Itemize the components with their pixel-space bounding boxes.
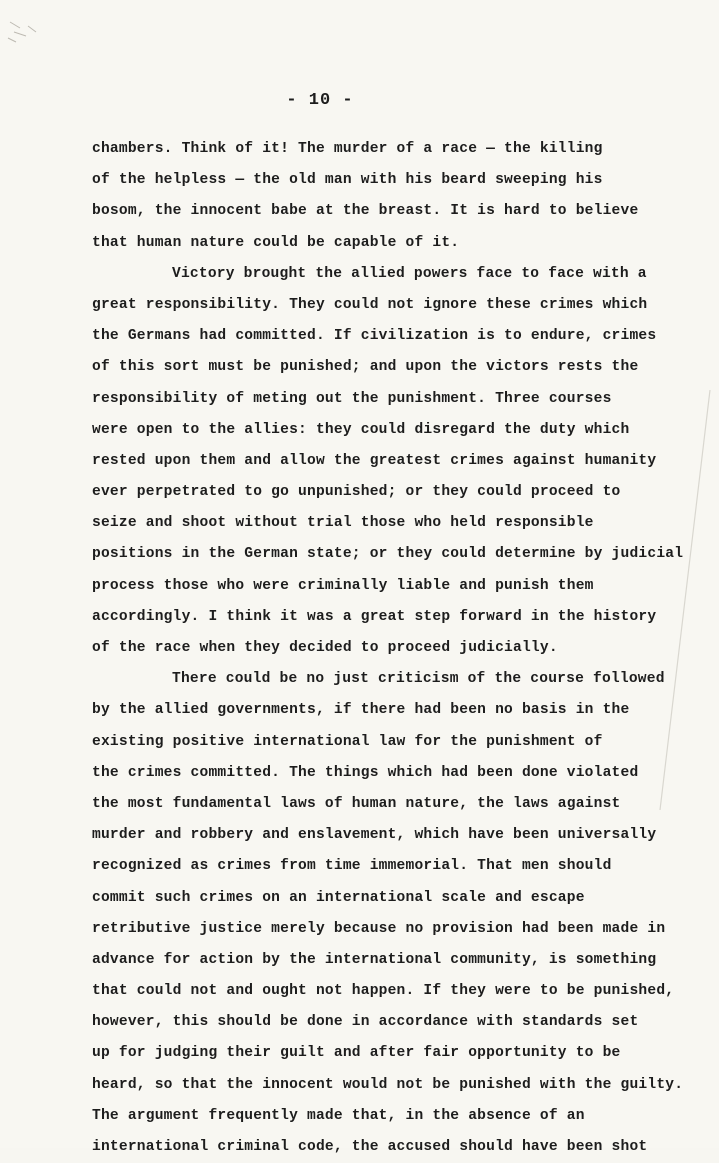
text-line: great responsibility. They could not ignore these crimes which — [92, 296, 648, 313]
text-line: recognized as crimes from time immemorial. That men should — [92, 858, 612, 875]
text-line: accordingly. I think it was a great step forward in the history — [92, 608, 657, 625]
text-line: bosom, the innocent babe at the breast. It is hard to believe — [92, 203, 639, 220]
text-line: the crimes committed. The things which had been done violated — [92, 764, 639, 781]
text-line: heard, so that the innocent would not be punished with the guilty. — [92, 1076, 684, 1093]
text-line: however, this should be done in accordance with standards set — [92, 1014, 639, 1031]
paper-smudge — [6, 18, 46, 58]
text-line: positions in the German state; or they could determine by judicial — [92, 546, 684, 563]
text-line: existing positive international law for the punishment of — [92, 733, 603, 750]
paragraph — [92, 259, 692, 664]
text-line: The argument frequently made that, in the absence of an — [92, 1107, 585, 1124]
text-line: chambers. Think of it! The murder of a race — the killing — [92, 141, 603, 157]
text-line: process those who were criminally liable and punish them — [92, 577, 594, 594]
text-line: seize and shoot without trial those who held responsible — [92, 515, 594, 532]
text-line: of this sort must be punished; and upon the victors rests the — [92, 359, 639, 376]
text-line: that could not and ought not happen. If they were to be punished, — [92, 983, 675, 1000]
text-line: murder and robbery and enslavement, which have been universally — [92, 827, 657, 844]
paragraph — [92, 664, 692, 1163]
text-line: responsibility of meting out the punishment. Three courses — [92, 390, 612, 407]
text-line: international criminal code, the accused should have been shot — [92, 1139, 648, 1155]
text-line: There could be no just criticism of the course followed — [172, 671, 665, 688]
text-line: were open to the allies: they could disregard the duty which — [92, 421, 630, 438]
text-line: Victory brought the allied powers face to face with a — [172, 265, 647, 282]
page-number: - 10 - — [286, 91, 354, 110]
text-line: rested upon them and allow the greatest crimes against humanity — [92, 452, 657, 469]
text-line: commit such crimes on an international scale and escape — [92, 889, 585, 906]
text-line: by the allied governments, if there had been no basis in the — [92, 702, 630, 719]
text-line: of the helpless — the old man with his beard sweeping his — [92, 172, 603, 189]
typed-body — [92, 134, 692, 1163]
text-line: advance for action by the international community, is something — [92, 951, 657, 968]
text-line: that human nature could be capable of it. — [92, 234, 460, 251]
text-line: of the race when they decided to proceed judicially. — [92, 640, 558, 656]
text-line: the most fundamental laws of human nature, the laws against — [92, 795, 621, 812]
text-line: the Germans had committed. If civilization is to endure, crimes — [92, 328, 657, 345]
text-line: retributive justice merely because no provision had been made in — [92, 920, 666, 937]
text-line: up for judging their guilt and after fair opportunity to be — [92, 1045, 621, 1062]
paragraph — [92, 134, 692, 259]
text-line: ever perpetrated to go unpunished; or they could proceed to — [92, 484, 621, 501]
